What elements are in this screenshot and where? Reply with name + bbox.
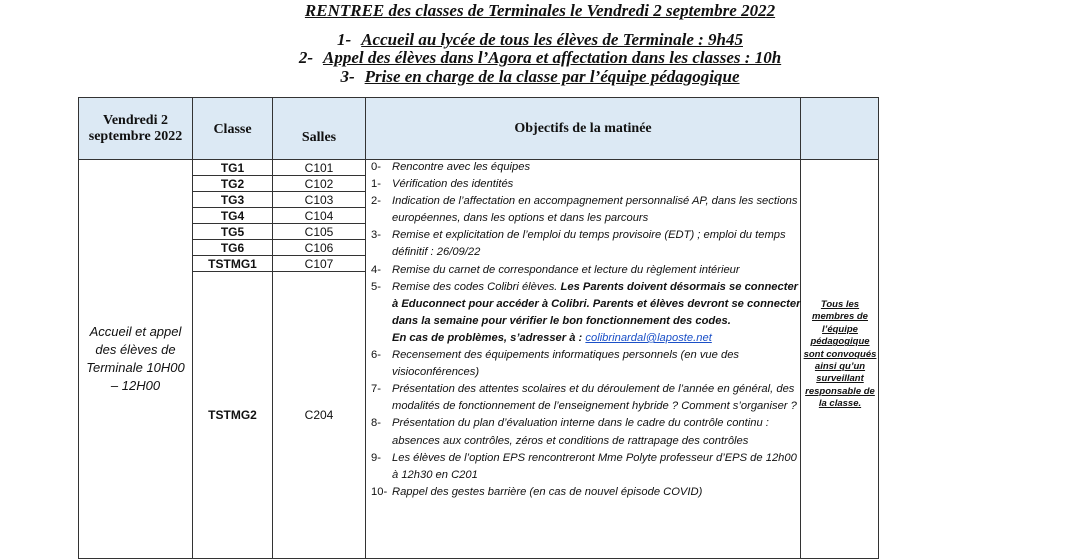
item-number: 5- xyxy=(371,280,381,293)
room-cell: C204 xyxy=(272,271,366,559)
session-label: Accueil et appel des élèves de Terminale 10H00 – 12H00 xyxy=(78,159,193,559)
class-cell: TSTMG2 xyxy=(192,271,273,559)
header-classe: Classe xyxy=(192,97,273,160)
item-number: 2- xyxy=(371,195,381,208)
header-objectifs: Objectifs de la matinée xyxy=(365,97,801,160)
step-3-text: Prise en charge de la classe par l’équipe pédagogique xyxy=(364,67,740,86)
class-cell: TG5 xyxy=(192,223,273,240)
list-item xyxy=(371,176,801,193)
item-number: 7- xyxy=(371,383,381,396)
room-cell: C102 xyxy=(272,175,366,192)
list-item xyxy=(371,450,801,484)
item-text: Recensement des équipements informatiques personnels (en vue des visioconférences) xyxy=(392,349,740,379)
item-number: 1- xyxy=(371,178,381,191)
class-cell: TG2 xyxy=(192,175,273,192)
list-item xyxy=(371,484,801,501)
header-date: Vendredi 2 septembre 2022 xyxy=(78,97,193,160)
list-item xyxy=(371,381,801,415)
step-2-number: 2- xyxy=(298,48,313,67)
item-number: 9- xyxy=(371,451,381,464)
item-number: 4- xyxy=(371,263,381,276)
room-cell: C105 xyxy=(272,223,366,240)
step-1 xyxy=(0,30,1080,50)
class-cell: TG3 xyxy=(192,191,273,208)
header-note-cell xyxy=(800,97,879,160)
item-text: Présentation du plan d’évaluation interne dans le cadre du contrôle continu : absences aux contrôles, zéros et conditions de rattrapage des contrôles xyxy=(392,417,769,447)
item-text: Les élèves de l’option EPS rencontreront Mme Polyte professeur d’EPS de 12h00 à 12h30 en C201 xyxy=(392,451,797,481)
list-item xyxy=(371,193,801,227)
item-text: Remise et explicitation de l’emploi du temps provisoire (EDT) ; emploi du temps définitif : 26/09/22 xyxy=(392,229,786,259)
step-1-number: 1- xyxy=(337,30,352,49)
room-cell: C106 xyxy=(272,239,366,256)
item-text: Vérification des identités xyxy=(392,178,514,191)
step-2-text: Appel des élèves dans l’Agora et affectation dans les classes : 10h xyxy=(322,48,782,67)
list-item xyxy=(371,262,801,279)
item-number: 8- xyxy=(371,417,381,430)
class-cell: TSTMG1 xyxy=(192,255,273,272)
room-cell: C101 xyxy=(272,159,366,176)
step-2 xyxy=(0,48,1080,68)
item-text: Indication de l’affectation en accompagnement personnalisé AP, dans les sections européennes, dans les options et dans les parcours xyxy=(392,195,798,225)
room-cell: C107 xyxy=(272,255,366,272)
item-text: Rappel des gestes barrière (en cas de nouvel épisode COVID) xyxy=(392,485,703,498)
step-1-text: Accueil au lycée de tous les élèves de Terminale : 9h45 xyxy=(361,30,743,49)
list-item xyxy=(371,159,801,176)
list-item xyxy=(371,279,801,347)
item-number: 6- xyxy=(371,349,381,362)
item-text: Rencontre avec les équipes xyxy=(392,161,531,173)
email-link[interactable]: colibrinardal@laposte.net xyxy=(585,331,712,344)
room-cell: C104 xyxy=(272,207,366,224)
list-item xyxy=(371,415,801,449)
objectives-list xyxy=(371,159,801,501)
contact-text: En cas de problèmes, s’adresser à : xyxy=(392,331,583,344)
item-text: Remise du carnet de correspondance et lecture du règlement intérieur xyxy=(392,263,740,276)
item-number: 10- xyxy=(371,485,388,498)
item-number: 3- xyxy=(371,229,381,242)
item-number: 0- xyxy=(371,161,381,173)
list-item xyxy=(371,227,801,261)
document-title: RENTREE des classes de Terminales le Vendredi 2 septembre 2022 xyxy=(304,1,776,20)
class-cell: TG1 xyxy=(192,159,273,176)
item-text: Remise des codes Colibri élèves. xyxy=(392,280,558,293)
step-3-number: 3- xyxy=(340,67,355,86)
header-salles: Salles xyxy=(272,97,366,160)
item-text: Présentation des attentes scolaires et du déroulement de l’année en général, des modalités de fonctionnement de l’enseignement hybride ? Comment s’organiser ? xyxy=(392,383,797,413)
schedule-table xyxy=(78,97,879,557)
staff-note: Tous les membres de l’équipe pédagogique sont convoqués ainsi qu’un surveillant responsable de la classe. xyxy=(803,299,877,410)
class-cell: TG6 xyxy=(192,239,273,256)
room-cell: C103 xyxy=(272,191,366,208)
item-text-bold: Les Parents doivent désormais se connecter à Educonnect pour accéder à Colibri. Parents et élèves devront se connecter dans la semaine pour vérifier le bon fonctionnement des codes. xyxy=(392,280,801,327)
class-cell: TG4 xyxy=(192,207,273,224)
step-3 xyxy=(0,67,1080,87)
list-item xyxy=(371,347,801,381)
